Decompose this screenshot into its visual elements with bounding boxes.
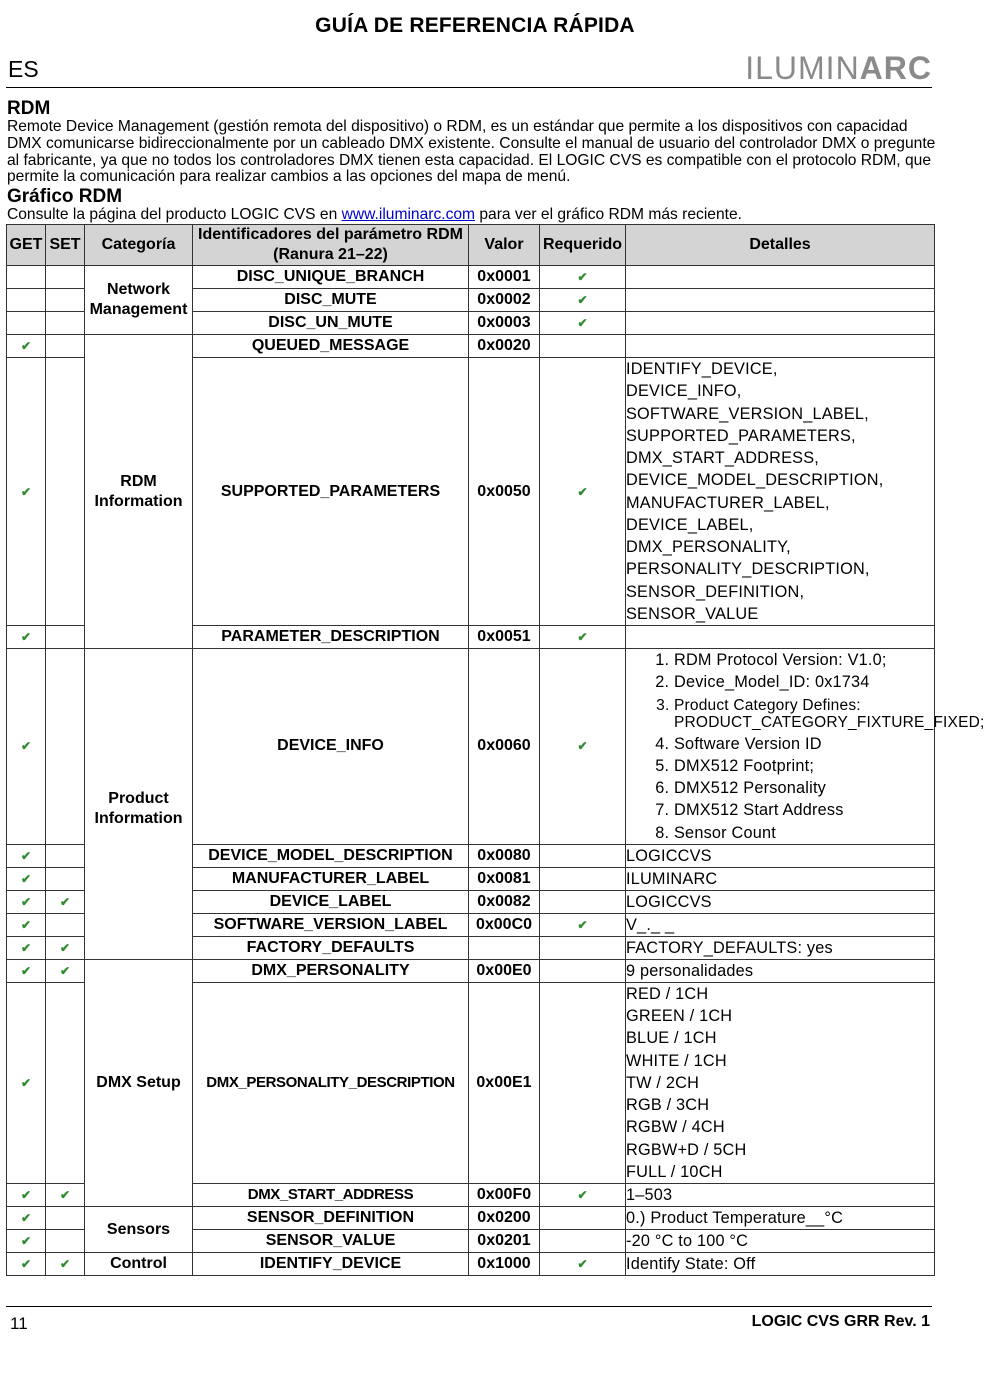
pid-cell: DMX_PERSONALITY xyxy=(193,959,469,982)
required-cell xyxy=(540,358,626,626)
detail-line: TW / 2CH xyxy=(626,1073,700,1092)
document-revision: LOGIC CVS GRR Rev. 1 xyxy=(751,1313,930,1330)
value-cell: 0x00E0 xyxy=(469,959,540,982)
details-cell: 0.) Product Temperature__°C xyxy=(626,1207,935,1230)
detail-line: SUPPORTED_PARAMETERS, xyxy=(626,426,856,445)
details-cell: -20 °C to 100 °C xyxy=(626,1230,935,1253)
check-icon: ✔ xyxy=(59,1257,71,1271)
header-set: SET xyxy=(46,225,85,266)
required-cell xyxy=(540,626,626,649)
required-cell xyxy=(540,936,626,959)
value-cell: 0x0082 xyxy=(469,890,540,913)
details-cell xyxy=(626,626,935,649)
table-row xyxy=(7,1253,935,1276)
rdm-chart-heading: Gráfico RDM xyxy=(7,186,123,208)
category-control: Control xyxy=(85,1253,193,1276)
details-cell xyxy=(626,335,935,358)
set-cell xyxy=(46,936,85,959)
details-cell: FACTORY_DEFAULTS: yes xyxy=(626,936,935,959)
get-cell xyxy=(7,649,46,845)
set-cell xyxy=(46,1230,85,1253)
detail-line: BLUE / 1CH xyxy=(626,1029,717,1048)
detail-line: PERSONALITY_DESCRIPTION, xyxy=(626,560,870,579)
detail-line: DEVICE_INFO, xyxy=(626,382,742,401)
get-cell xyxy=(7,844,46,867)
detail-line: RGBW+D / 5CH xyxy=(626,1140,747,1159)
pid-cell: SENSOR_DEFINITION xyxy=(193,1207,469,1230)
value-cell: 0x0002 xyxy=(469,289,540,312)
header-category: Categoría xyxy=(85,225,193,266)
category-product-information: Product Information xyxy=(85,649,193,960)
pid-cell: DMX_START_ADDRESS xyxy=(193,1184,469,1207)
iluminarc-logo xyxy=(745,50,932,87)
detail-line: DMX_START_ADDRESS, xyxy=(626,449,819,467)
get-cell xyxy=(7,1184,46,1207)
value-cell: 0x00C0 xyxy=(469,913,540,936)
set-cell xyxy=(46,844,85,867)
value-cell: 0x1000 xyxy=(469,1253,540,1276)
check-icon: ✔ xyxy=(20,1257,32,1271)
set-cell xyxy=(46,312,85,335)
pid-cell: DMX_PERSONALITY_DESCRIPTION xyxy=(193,982,469,1183)
table-row xyxy=(7,1207,935,1230)
rdm-heading: RDM xyxy=(7,98,51,119)
set-cell xyxy=(46,959,85,982)
language-code: ES xyxy=(8,56,39,82)
set-cell xyxy=(46,649,85,845)
detail-line: FULL / 10CH xyxy=(626,1162,723,1181)
pid-cell: QUEUED_MESSAGE xyxy=(193,335,469,358)
set-cell xyxy=(46,1253,85,1276)
check-icon: ✔ xyxy=(20,739,32,754)
header-details: Detalles xyxy=(626,225,935,266)
required-cell xyxy=(540,1184,626,1207)
details-cell xyxy=(626,312,935,335)
value-cell: 0x0051 xyxy=(469,626,540,649)
details-cell xyxy=(626,649,985,845)
set-cell xyxy=(46,890,85,913)
get-cell xyxy=(7,358,46,626)
details-cell xyxy=(626,358,935,626)
table-row xyxy=(7,266,935,289)
pid-cell: DEVICE_LABEL xyxy=(193,890,469,913)
set-cell xyxy=(46,1207,85,1230)
check-icon: ✔ xyxy=(20,1188,32,1202)
check-icon: ✔ xyxy=(20,940,32,955)
check-icon: ✔ xyxy=(577,630,588,644)
list-item: 4. Software Version ID xyxy=(674,733,934,755)
check-icon: ✔ xyxy=(20,484,32,499)
details-cell: LOGICCVS xyxy=(626,844,935,867)
check-icon: ✔ xyxy=(20,1234,32,1248)
required-cell xyxy=(540,959,626,982)
page-number: 11 xyxy=(10,1314,28,1333)
get-cell xyxy=(7,982,46,1183)
value-cell: 0x0060 xyxy=(469,649,540,845)
required-cell xyxy=(540,649,626,845)
get-cell xyxy=(7,289,46,312)
required-cell xyxy=(540,1207,626,1230)
required-cell xyxy=(540,266,626,289)
required-cell xyxy=(540,913,626,936)
chart-text-after: para ver el gráfico RDM más reciente. xyxy=(475,206,742,224)
check-icon: ✔ xyxy=(59,963,71,978)
detail-line: GREEN / 1CH xyxy=(626,1007,733,1025)
value-cell: 0x00F0 xyxy=(469,1184,540,1207)
check-icon: ✔ xyxy=(20,848,32,863)
get-cell xyxy=(7,867,46,890)
detail-line: DMX_PERSONALITY, xyxy=(626,538,791,556)
pid-cell: DISC_UN_MUTE xyxy=(193,312,469,335)
pid-cell: SENSOR_VALUE xyxy=(193,1230,469,1253)
get-cell xyxy=(7,890,46,913)
detail-line: SENSOR_VALUE xyxy=(626,604,759,623)
details-cell: ILUMINARC xyxy=(626,867,935,890)
table-header-row xyxy=(7,225,935,266)
value-cell: 0x0200 xyxy=(469,1207,540,1230)
required-cell xyxy=(540,289,626,312)
detail-line: RED / 1CH xyxy=(626,984,709,1003)
pid-cell: DISC_UNIQUE_BRANCH xyxy=(193,266,469,289)
pid-cell: IDENTIFY_DEVICE xyxy=(193,1253,469,1276)
check-icon: ✔ xyxy=(59,894,71,909)
table-row xyxy=(7,649,935,845)
detail-line: RGB / 3CH xyxy=(626,1096,710,1114)
get-cell xyxy=(7,1207,46,1230)
check-icon: ✔ xyxy=(577,293,588,307)
check-icon: ✔ xyxy=(20,963,32,978)
logo-text-bold: ARC xyxy=(859,50,932,86)
required-cell xyxy=(540,1253,626,1276)
pid-cell: SUPPORTED_PARAMETERS xyxy=(193,358,469,626)
header-divider xyxy=(6,87,932,88)
table-row xyxy=(7,959,935,982)
check-icon: ✔ xyxy=(20,630,32,644)
detail-line: MANUFACTURER_LABEL, xyxy=(626,493,830,512)
header-required: Requerido xyxy=(540,225,626,266)
required-cell xyxy=(540,867,626,890)
check-icon: ✔ xyxy=(577,1188,588,1202)
details-cell xyxy=(626,289,935,312)
check-icon: ✔ xyxy=(577,1257,588,1271)
detail-line: DEVICE_LABEL, xyxy=(626,515,754,534)
chart-text-before: Consulte la página del producto LOGIC CVS en xyxy=(7,206,342,224)
check-icon: ✔ xyxy=(577,316,588,330)
pid-cell: PARAMETER_DESCRIPTION xyxy=(193,626,469,649)
check-icon: ✔ xyxy=(20,917,32,932)
category-rdm-information: RDM Information xyxy=(85,335,193,649)
list-item: 6. DMX512 Personality xyxy=(674,777,934,799)
logo-text-light: ILUMIN xyxy=(745,50,860,86)
category-network-management: Network Management xyxy=(85,266,193,335)
header-get: GET xyxy=(7,225,46,266)
check-icon: ✔ xyxy=(20,339,32,353)
check-icon: ✔ xyxy=(59,940,71,955)
details-cell: LOGICCVS xyxy=(626,890,935,913)
get-cell xyxy=(7,959,46,982)
category-sensors: Sensors xyxy=(85,1207,193,1253)
value-cell: 0x0081 xyxy=(469,867,540,890)
footer-divider xyxy=(6,1306,932,1307)
value-cell: 0x00E1 xyxy=(469,982,540,1183)
get-cell xyxy=(7,1253,46,1276)
rdm-table xyxy=(6,224,985,1276)
pid-cell: DISC_MUTE xyxy=(193,289,469,312)
detail-line: SOFTWARE_VERSION_LABEL, xyxy=(626,404,869,423)
get-cell xyxy=(7,312,46,335)
required-cell xyxy=(540,312,626,335)
list-item: 2. Device_Model_ID: 0x1734 xyxy=(674,671,934,693)
check-icon: ✔ xyxy=(20,1075,32,1090)
get-cell xyxy=(7,936,46,959)
details-cell xyxy=(626,982,935,1183)
detail-line: RGBW / 4CH xyxy=(626,1118,725,1137)
header-value: Valor xyxy=(469,225,540,266)
check-icon: ✔ xyxy=(20,1211,32,1225)
check-icon: ✔ xyxy=(20,894,32,909)
detail-line: SENSOR_DEFINITION, xyxy=(626,582,805,601)
list-item: 8. Sensor Count xyxy=(674,822,934,844)
set-cell xyxy=(46,266,85,289)
rdm-chart-text xyxy=(7,207,937,224)
pid-cell: SOFTWARE_VERSION_LABEL xyxy=(193,913,469,936)
category-dmx-setup: DMX Setup xyxy=(85,959,193,1206)
value-cell: 0x0050 xyxy=(469,358,540,626)
required-cell xyxy=(540,982,626,1183)
details-cell: Identify State: Off xyxy=(626,1253,935,1276)
value-cell: 0x0003 xyxy=(469,312,540,335)
pid-cell: FACTORY_DEFAULTS xyxy=(193,936,469,959)
intro-section xyxy=(7,98,937,224)
value-cell xyxy=(469,936,540,959)
get-cell xyxy=(7,1230,46,1253)
detail-line: WHITE / 1CH xyxy=(626,1051,727,1070)
get-cell xyxy=(7,335,46,358)
list-item: 1. RDM Protocol Version: V1.0; xyxy=(674,649,934,671)
details-cell: 9 personalidades xyxy=(626,959,935,982)
value-cell: 0x0001 xyxy=(469,266,540,289)
get-cell xyxy=(7,266,46,289)
page-title: GUÍA DE REFERENCIA RÁPIDA xyxy=(315,14,635,37)
check-icon: ✔ xyxy=(20,871,32,886)
set-cell xyxy=(46,1184,85,1207)
set-cell xyxy=(46,358,85,626)
list-item: 5. DMX512 Footprint; xyxy=(674,755,934,777)
required-cell xyxy=(540,335,626,358)
value-cell: 0x0080 xyxy=(469,844,540,867)
table-row xyxy=(7,335,935,358)
detail-line: DEVICE_MODEL_DESCRIPTION, xyxy=(626,471,884,490)
check-icon: ✔ xyxy=(577,917,588,932)
set-cell xyxy=(46,335,85,358)
pid-cell: DEVICE_MODEL_DESCRIPTION xyxy=(193,844,469,867)
required-cell xyxy=(540,844,626,867)
device-info-list xyxy=(626,649,985,844)
iluminarc-link[interactable]: www.iluminarc.com xyxy=(341,206,476,224)
check-icon: ✔ xyxy=(59,1188,71,1202)
set-cell xyxy=(46,289,85,312)
set-cell xyxy=(46,626,85,649)
pid-cell: MANUFACTURER_LABEL xyxy=(193,867,469,890)
check-icon: ✔ xyxy=(577,270,588,284)
set-cell xyxy=(46,913,85,936)
set-cell xyxy=(46,982,85,1183)
required-cell xyxy=(540,890,626,913)
list-item: 3. Product Category Defines: PRODUCT_CATEGORY_FIXTURE_FIXED; xyxy=(674,694,934,733)
details-cell: 1–503 xyxy=(626,1184,935,1207)
set-cell xyxy=(46,867,85,890)
value-cell: 0x0020 xyxy=(469,335,540,358)
get-cell xyxy=(7,913,46,936)
check-icon: ✔ xyxy=(577,484,588,499)
required-cell xyxy=(540,1230,626,1253)
pid-cell: DEVICE_INFO xyxy=(193,649,469,845)
details-cell xyxy=(626,266,935,289)
rdm-paragraph: Remote Device Management (gestión remota del dispositivo) o RDM, es un estándar que permite a los dispositivos con capacidad DMX comunicarse bidireccionalmente por un cableado DMX existente. Consulte el manual de usuario del controlador DMX o pregunte al fabricante, ya que no todos los controladores DMX tienen esta capacidad. El LOGIC CVS es compatible con el protocolo RDM, que permite la comunicación para realizar cambios a las opciones del mapa de menú. xyxy=(7,118,936,186)
value-cell: 0x0201 xyxy=(469,1230,540,1253)
details-cell: V_._ _ xyxy=(626,913,935,936)
check-icon: ✔ xyxy=(577,739,588,754)
header-identifier: Identificadores del parámetro RDM (Ranura 21–22) xyxy=(193,225,469,266)
get-cell xyxy=(7,626,46,649)
detail-line: IDENTIFY_DEVICE, xyxy=(626,360,778,378)
list-item: 7. DMX512 Start Address xyxy=(674,799,934,821)
